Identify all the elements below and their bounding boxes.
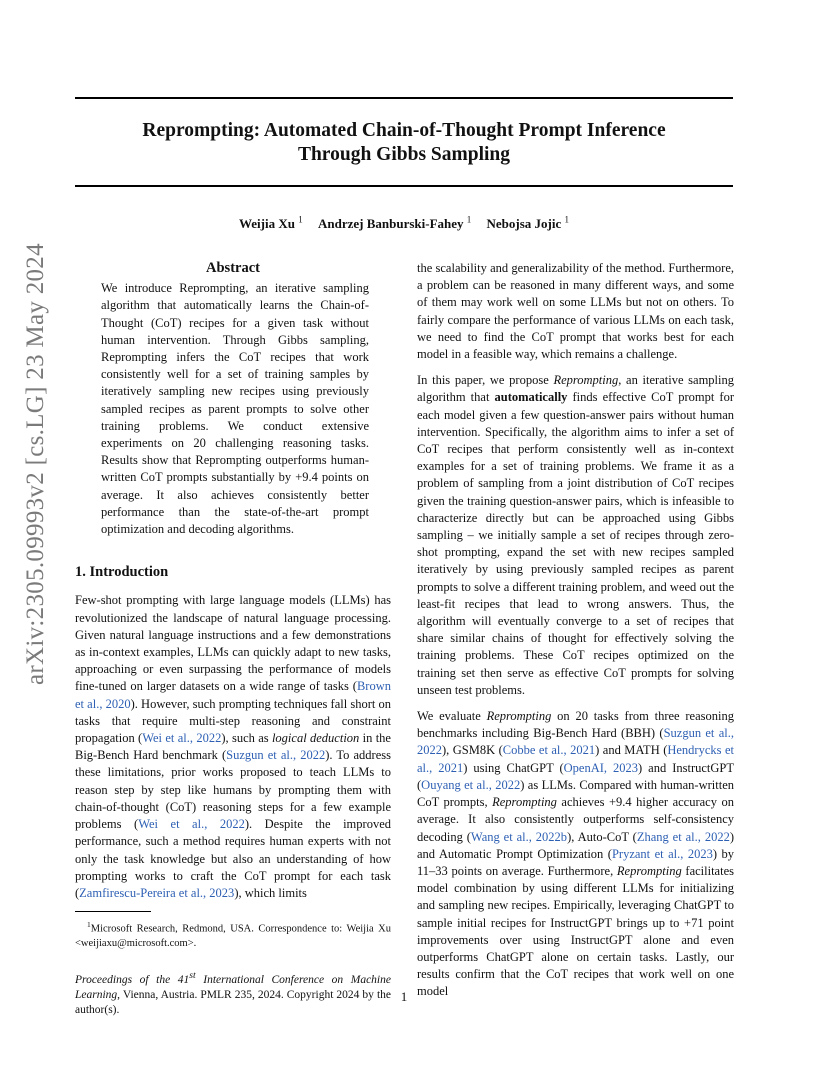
citation-link[interactable]: OpenAI, 2023 — [563, 760, 639, 775]
body-paragraph: In this paper, we propose Reprompting, an iterative sampling algorithm that automatically finds effective CoT prompt for each model given a few question-answer pairs without human intervention. Specifically, the algorithm aims to infer a set of CoT recipes that perform consistently well as in-context examples for a set of training problems. We frame it as a problem of sampling from a joint distribution of CoT recipes given the training question-answer pairs, which is infeasible to characterize directly but can be approached using Gibbs sampling – we initially sample a set of recipes through zero-shot prompting, expand the set with new recipes sampled iteratively by using previously sampled recipes as parent prompts to solve a different training problem, and weed out the least-fit recipes that lead to wrong answers. Thus, the algorithm will eventually converge to a set of recipes that share similar chains of thought for effectively solving the training problems. These CoT recipes optimized on the training set then serve as effective CoT prompts for solving unseen test problems. — [417, 373, 735, 697]
citation-link[interactable]: Hendrycks et al., 2021 — [417, 743, 735, 775]
citation-link[interactable]: Wei et al., 2022 — [142, 731, 222, 746]
right-column — [417, 260, 734, 1010]
citation-link[interactable]: Wei et al., 2022 — [138, 817, 245, 832]
body-paragraph: We evaluate Reprompting on 20 tasks from three reasoning benchmarks including Big-Bench Hard (BBH) (Suzgun et al., 2022), GSM8K (Cobbe et al., 2021) and MATH (Hendrycks et al., 2021) using ChatGPT (OpenAI, 2023) and InstructGPT (Ouyang et al., 2022) as LLMs. Compared with human-written CoT prompts, Reprompting achieves +9.4 higher accuracy on average. It also consistently outperforms self-consistency decoding (Wang et al., 2022b), Auto-CoT (Zhang et al., 2022) and Automatic Prompt Optimization (Pryzant et al., 2023) by 11–33 points on average. Furthermore, Reprompting facilitates model combination by using different LLMs for initializing and sampling new recipes. Empirically, leveraging ChatGPT to sample initial recipes for InstructGPT brings up to +71 point improvements over using InstructGPT alone and even outperforms ChatGPT alone on certain tasks. Lastly, our results confirm that the CoT recipes that work well on one model — [417, 709, 735, 999]
citation-link[interactable]: Zhang et al., 2022 — [636, 829, 730, 844]
affiliation-mark: 1 — [466, 215, 472, 225]
page-number: 1 — [400, 989, 408, 1004]
author: Andrzej Banburski-Fahey $^1$ — [317, 215, 472, 232]
title-line-1: Reprompting: Automated Chain-of-Thought Prompt Inference — [142, 120, 666, 141]
section-heading-introduction: 1. Introduction — [75, 564, 169, 581]
title-rule-top — [75, 97, 733, 99]
affiliation-mark: 1 — [298, 215, 303, 225]
author-list — [75, 215, 733, 232]
abstract-text: We introduce Reprompting, an iterative sampling algorithm that automatically learns the Chain-of-Thought (CoT) recipes for a given task without human intervention. Through Gibbs sampling, Reprompting infers the CoT recipes that work consistently well for a set of training samples by iteratively sampling new recipes using previously sampled recipes as parent prompts to solve other training problems. We conduct extensive experiments on 20 challenging reasoning tasks. Results show that Reprompting outperforms human-written CoT prompts substantially by +9.4 points on average. It also achieves consistently better performance than the state-of-the-art prompt optimization and decoding algorithms. — [101, 281, 369, 537]
footnote-rule — [75, 911, 151, 912]
left-column — [75, 260, 391, 1027]
citation-link[interactable]: Brown et al., 2020 — [75, 679, 391, 711]
paper-title — [75, 119, 733, 167]
citation-link[interactable]: Wang et al., 2022b — [470, 829, 568, 844]
body-paragraph: the scalability and generalizability of the method. Furthermore, a problem can be reasoned in many different ways, and some of them may work well on some LLMs but not on others. To fairly compare the performance of various LLMs on each task, we need to find the CoT prompt that works best for each model in a feasible way, which remains a challenge. — [417, 261, 734, 362]
author: Nebojsa Jojic $^1$ — [486, 215, 570, 232]
citation-link[interactable]: Cobbe et al., 2021 — [502, 743, 596, 758]
citation-link[interactable]: Pryzant et al., 2023 — [611, 846, 713, 861]
title-rule-bottom — [75, 185, 733, 187]
title-line-2: Through Gibbs Sampling — [297, 144, 511, 165]
affiliation-mark: 1 — [564, 215, 570, 225]
citation-link[interactable]: Ouyang et al., 2022 — [421, 777, 521, 792]
proceedings-note: Proceedings of the 41st International Conference on Machine Learning, Vienna, Austria. PMLR 235, 2024. Copyright 2024 by the author(s). — [75, 970, 391, 1017]
abstract-heading: Abstract — [206, 260, 260, 276]
arxiv-identifier-stamp: arXiv:2305.09993v2 [cs.LG] 23 May 2024 — [22, 243, 49, 685]
footnote-affiliation: $^1$Microsoft Research, Redmond, USA. Correspondence to: Weijia Xu <weijiaxu@microsoft.com>. — [75, 920, 391, 949]
intro-paragraph: Few-shot prompting with large language models (LLMs) has revolutionized the landscape of natural language processing. Given natural language instructions and a few demonstrations as in-context examples, LLMs can quickly adapt to new tasks, approaching or even surpassing the performance of models fine-tuned on larger datasets on a wide range of tasks (Brown et al., 2020). However, such prompting techniques fall short on tasks that require multi-step reasoning and constraint propagation (Wei et al., 2022), such as logical deduction in the Big-Bench Hard benchmark (Suzgun et al., 2022). To address these limitations, prior works proposed to teach LLMs to reason step by step like humans by prompting them with chain-of-thought (CoT) reasoning steps for a few example problems (Wei et al., 2022). Despite the improved performance, such a method requires human experts with not only the task knowledge but also an understanding of how prompting works to craft the CoT prompt for each task (Zamfirescu-Pereira et al., 2023), which limits — [75, 593, 391, 900]
citation-link[interactable]: Suzgun et al., 2022 — [226, 748, 326, 763]
citation-link[interactable]: Suzgun et al., 2022 — [417, 726, 734, 758]
author: Weijia Xu $^1$ — [238, 215, 303, 232]
citation-link[interactable]: Zamfirescu-Pereira et al., 2023 — [79, 885, 235, 900]
